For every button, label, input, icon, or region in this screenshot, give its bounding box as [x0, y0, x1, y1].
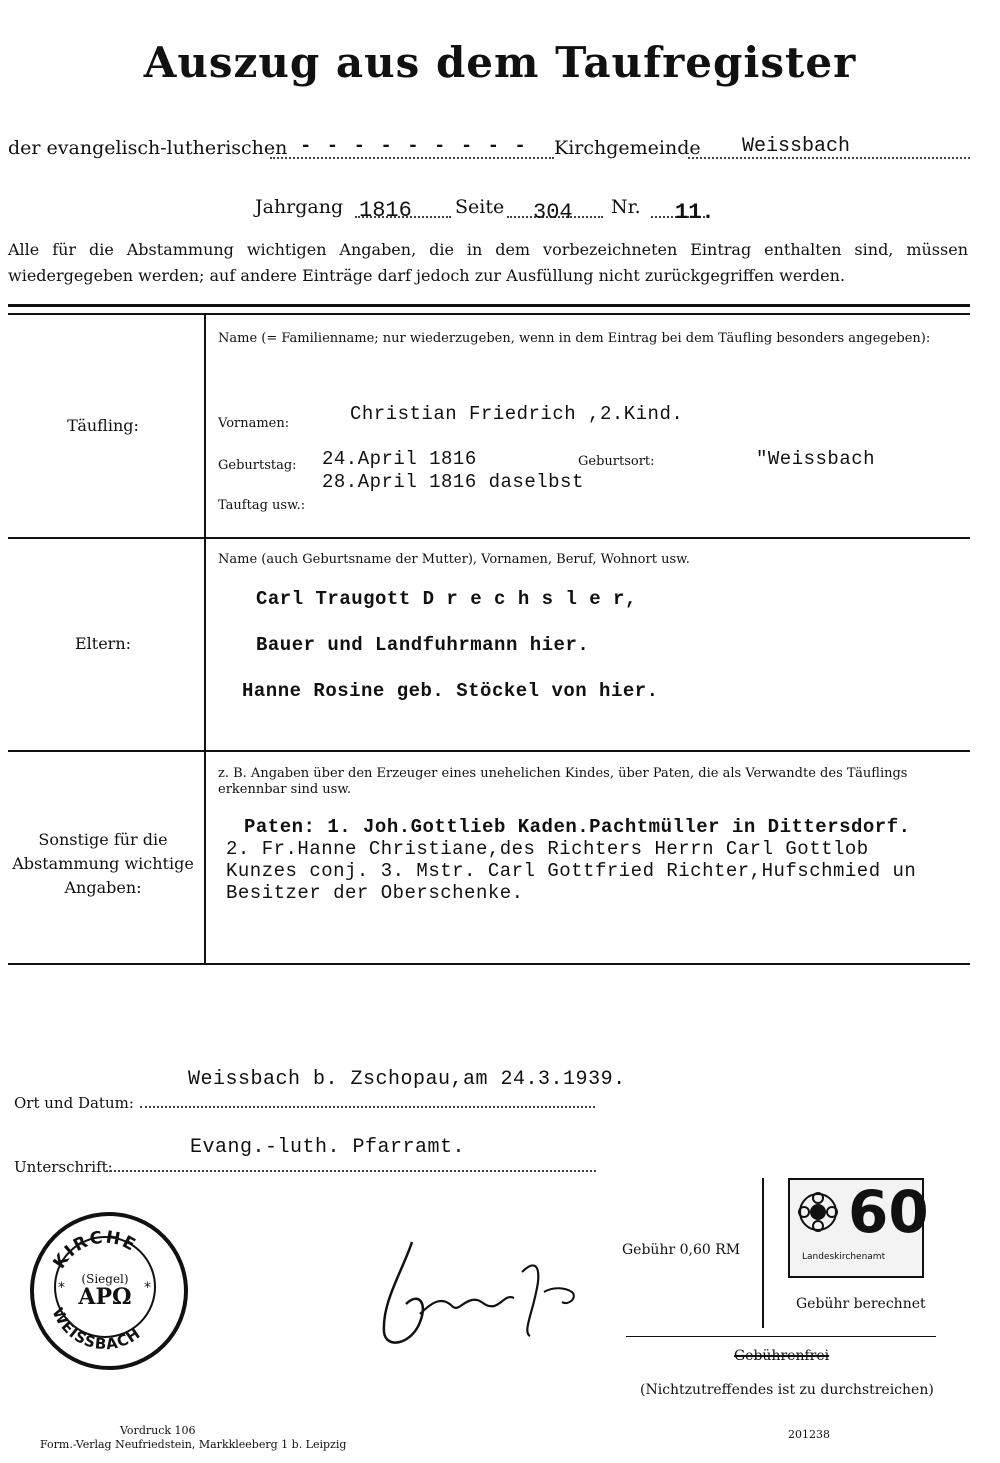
year-value: 1816 — [359, 198, 412, 223]
strike-note: (Nichtzutreffendes ist zu durchstreichen) — [640, 1382, 934, 1398]
sonstige-line-3: Kunzes conj. 3. Mstr. Carl Gottfried Richter,Hufschmied un — [226, 860, 917, 882]
parish-value: Weissbach — [742, 135, 851, 158]
nr-label: Nr. — [611, 196, 641, 218]
fee-box — [762, 1178, 940, 1328]
church-label: der evangelisch-lutherischen — [8, 137, 288, 159]
vornamen-value: Christian Friedrich ,2.Kind. — [350, 403, 684, 425]
svg-text:KIRCHE — [50, 1228, 141, 1273]
eltern-line-3: Hanne Rosine geb. Stöckel von hier. — [242, 680, 659, 702]
sonstige-line-2: 2. Fr.Hanne Christiane,des Richters Herrn Carl Gottlob — [226, 838, 869, 860]
table-column-divider — [204, 315, 206, 965]
sonstige-note: z. B. Angaben über den Erzeuger eines unehelichen Kindes, über Paten, die als Verwandte des Täuflings erkennbar sind usw. — [218, 766, 908, 797]
seal-graphic — [30, 1212, 180, 1362]
document-title: Auszug aus dem Taufregister — [143, 38, 857, 87]
fee-stamp-emblem-icon — [796, 1190, 840, 1234]
eltern-line-2: Bauer und Landfuhrmann hier. — [256, 634, 590, 656]
place-date-label: Ort und Datum: — [14, 1094, 134, 1112]
year-label: Jahrgang — [255, 196, 344, 218]
signature-value: Evang.-luth. Pfarramt. — [190, 1136, 466, 1159]
signature-label: Unterschrift: — [14, 1158, 113, 1176]
handwritten-signature-graphic — [372, 1232, 592, 1362]
sonstige-label-line-3: Angaben: — [64, 878, 142, 897]
seal-monogram: APΩ — [78, 1284, 132, 1310]
geburtstag-label: Geburtstag: — [218, 458, 297, 473]
fee-stamp-text: Landeskirchenamt — [802, 1252, 886, 1262]
fee-charged: Gebühr berechnet — [796, 1296, 926, 1312]
place-date-value: Weissbach b. Zschopau,am 24.3.1939. — [188, 1068, 626, 1091]
parish-label: Kirchgemeinde — [554, 137, 701, 159]
vornamen-label: Vornamen: — [218, 416, 290, 431]
serial-number: 201238 — [788, 1428, 830, 1441]
fee-divider — [626, 1336, 936, 1337]
seal-top-text: KIRCHE — [49, 1227, 141, 1273]
table-row-divider-1 — [8, 537, 970, 539]
eltern-label: Eltern: — [74, 634, 132, 653]
seal-bottom-text: WEISSBACH — [48, 1304, 145, 1354]
nr-value: 11. — [675, 200, 715, 225]
eltern-note: Name (auch Geburtsname der Mutter), Vornamen, Beruf, Wohnort usw. — [218, 552, 690, 567]
table-top-rule-1 — [8, 304, 970, 307]
tauftag-label: Tauftag usw.: — [218, 498, 306, 513]
fee-stamp — [788, 1178, 929, 1278]
geburtsort-label: Geburtsort: — [578, 454, 655, 469]
sonstige-label — [8, 828, 198, 900]
fee-stamp-value: 60 — [848, 1178, 929, 1246]
tauftag-value: 28.April 1816 daselbst — [322, 471, 584, 493]
seal-star-right: * — [144, 1280, 151, 1296]
signature-dots — [106, 1156, 596, 1172]
church-seal — [30, 1212, 188, 1370]
page-value: 304 — [533, 200, 573, 225]
table-top-rule-2 — [8, 313, 970, 315]
register-line — [255, 196, 755, 224]
sonstige-label-line-2: Abstammung wichtige — [12, 854, 194, 873]
table-bottom-rule — [8, 963, 970, 965]
sonstige-label-line-1: Sonstige für die — [38, 830, 168, 849]
geburtstag-value: 24.April 1816 — [322, 448, 477, 470]
taeufling-label: Täufling: — [67, 416, 139, 435]
sonstige-line-1: Paten: 1. Joh.Gottlieb Kaden.Pachtmüller in Dittersdorf. — [244, 816, 911, 838]
seal-center-text: (Siegel) — [81, 1272, 129, 1286]
table-row-divider-2 — [8, 750, 970, 752]
fee-label: Gebühr 0,60 RM — [622, 1242, 741, 1258]
eltern-line-1: Carl Traugott D r e c h s l e r, — [256, 588, 637, 610]
church-line — [8, 137, 970, 165]
sonstige-line-4: Besitzer der Oberschenke. — [226, 882, 524, 904]
instructions-text: Alle für die Abstammung wichtigen Angaben, die in dem vorbezeichneten Eintrag enthalten sind, müssen wiedergegeben werden; auf andere Einträge darf jedoch zur Ausfüllung nicht zurückgegriffen werden. — [8, 240, 968, 285]
page-label: Seite — [455, 196, 505, 218]
seal-star-left: * — [58, 1280, 65, 1296]
geburtsort-value: "Weissbach — [756, 448, 876, 470]
taeufling-name-note: Name (= Familienname; nur wiederzugeben, wenn in dem Eintrag bei dem Täufling besonders angegeben): — [218, 331, 931, 346]
church-value: - - - - - - - - - — [300, 135, 528, 157]
svg-text:WEISSBACH — [48, 1305, 144, 1353]
form-number: Vordruck 106 — [120, 1424, 196, 1437]
place-date-dots — [140, 1092, 595, 1108]
fee-free: Gebührenfrei — [734, 1348, 830, 1364]
publisher-imprint: Form.-Verlag Neufriedstein, Markkleeberg 1 b. Leipzig — [40, 1438, 347, 1451]
